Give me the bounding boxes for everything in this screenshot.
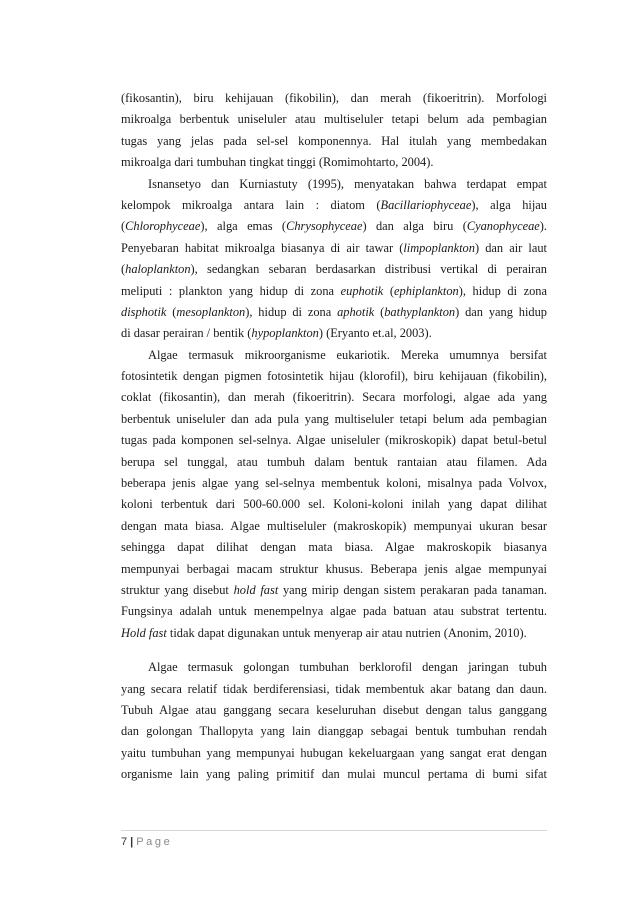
text-line: (haloplankton), sedangkan sebaran berdasarkan distribusi vertikal di perairan xyxy=(121,262,547,277)
text-line: berbentuk uniseluler dan ada pula yang multiseluler tetapi belum ada pembagian xyxy=(121,411,547,426)
text-line: Tubuh Algae atau ganggang secara keseluruhan disebut dengan talus ganggang xyxy=(121,702,547,717)
text-line: yaitu tumbuhan yang mempunyai hubugan kekeluargaan yang sangat erat dengan xyxy=(121,745,547,760)
footer-separator: | xyxy=(130,836,134,848)
text-line: mikroalga berbentuk uniseluler atau multiseluler tetapi belum ada pembagian xyxy=(121,112,547,127)
text-line: Algae termasuk golongan tumbuhan berklorofil dengan jaringan tubuh xyxy=(148,660,547,675)
paragraph xyxy=(121,88,547,174)
text-line: kelompok mikroalga antara lain : diatom (Bacillariophyceae), alga hijau xyxy=(121,197,547,212)
page-footer xyxy=(121,836,172,848)
text-line: disphotik (mesoplankton), hidup di zona aphotik (bathyplankton) dan yang hidup xyxy=(121,304,547,319)
body-text xyxy=(121,88,547,786)
text-line: yang secara relatif tidak berdiferensiasi, tidak membentuk akar batang dan daun. xyxy=(121,681,547,696)
text-line: coklat (fikosantin), dan merah (fikoeritrin). Secara morfologi, algae ada yang xyxy=(121,390,547,405)
text-line: koloni terbentuk dari 500-60.000 sel. Koloni-koloni inilah yang dapat dilihat xyxy=(121,497,547,512)
text-line: meliputi : plankton yang hidup di zona euphotik (ephiplankton), hidup di zona xyxy=(121,283,547,298)
page-label: Page xyxy=(136,836,173,848)
text-line: fotosintetik dengan pigmen fotosintetik hijau (klorofil), biru kehijauan (fikobilin), xyxy=(121,369,547,384)
text-line: Isnansetyo dan Kurniastuty (1995), menyatakan bahwa terdapat empat xyxy=(148,176,547,191)
footer-divider xyxy=(121,830,547,831)
paragraph xyxy=(121,345,547,644)
text-line: organisme lain yang paling primitif dan mulai muncul pertama di bumi sifat xyxy=(121,767,547,782)
paragraph-gap xyxy=(121,644,547,657)
text-line: Fungsinya adalah untuk menempelnya algae pada batuan atau substrat tertentu. xyxy=(121,604,547,619)
text-line: di dasar perairan / bentik (hypoplankton) (Eryanto et.al, 2003). xyxy=(121,326,432,341)
paragraph xyxy=(121,657,547,785)
text-line: dan golongan Thallopyta yang lain dianggap sebagai bentuk tumbuhan rendah xyxy=(121,724,547,739)
text-line: (Chlorophyceae), alga emas (Chrysophyceae) dan alga biru (Cyanophyceae). xyxy=(121,219,547,234)
text-line: Hold fast tidak dapat digunakan untuk menyerap air atau nutrien (Anonim, 2010). xyxy=(121,625,527,640)
text-line: mempunyai berbagai macam struktur khusus. Beberapa jenis algae mempunyai xyxy=(121,561,547,576)
text-line: (fikosantin), biru kehijauan (fikobilin), dan merah (fikoeritrin). Morfologi xyxy=(121,91,547,105)
paragraph xyxy=(121,174,547,345)
text-line: mikroalga dari tumbuhan tingkat tinggi (Romimohtarto, 2004). xyxy=(121,155,434,170)
text-line: Penyebaran habitat mikroalga biasanya di air tawar (limpoplankton) dan air laut xyxy=(121,240,547,255)
text-line: tugas yang jelas pada sel-sel komponennya. Hal itulah yang membedakan xyxy=(121,133,547,148)
text-line: struktur yang disebut hold fast yang mirip dengan sistem perakaran pada tanaman. xyxy=(121,582,547,597)
text-line: tugas pada komponen sel-selnya. Algae uniseluler (mikroskopik) dapat betul-betul xyxy=(121,433,547,448)
text-line: sehingga dapat dilihat dengan mata biasa. Algae makroskopik biasanya xyxy=(121,540,547,555)
text-line: beberapa jenis algae yang sel-selnya membentuk koloni, misalnya pada Volvox, xyxy=(121,476,547,491)
page-number: 7 xyxy=(121,836,128,848)
text-line: berupa sel tunggal, atau tumbuh dalam bentuk rantaian atau filamen. Ada xyxy=(121,454,547,469)
text-line: dengan mata biasa. Algae multiseluler (makroskopik) mempunyai ukuran besar xyxy=(121,518,547,533)
text-line: Algae termasuk mikroorganisme eukariotik. Mereka umumnya bersifat xyxy=(148,347,547,362)
